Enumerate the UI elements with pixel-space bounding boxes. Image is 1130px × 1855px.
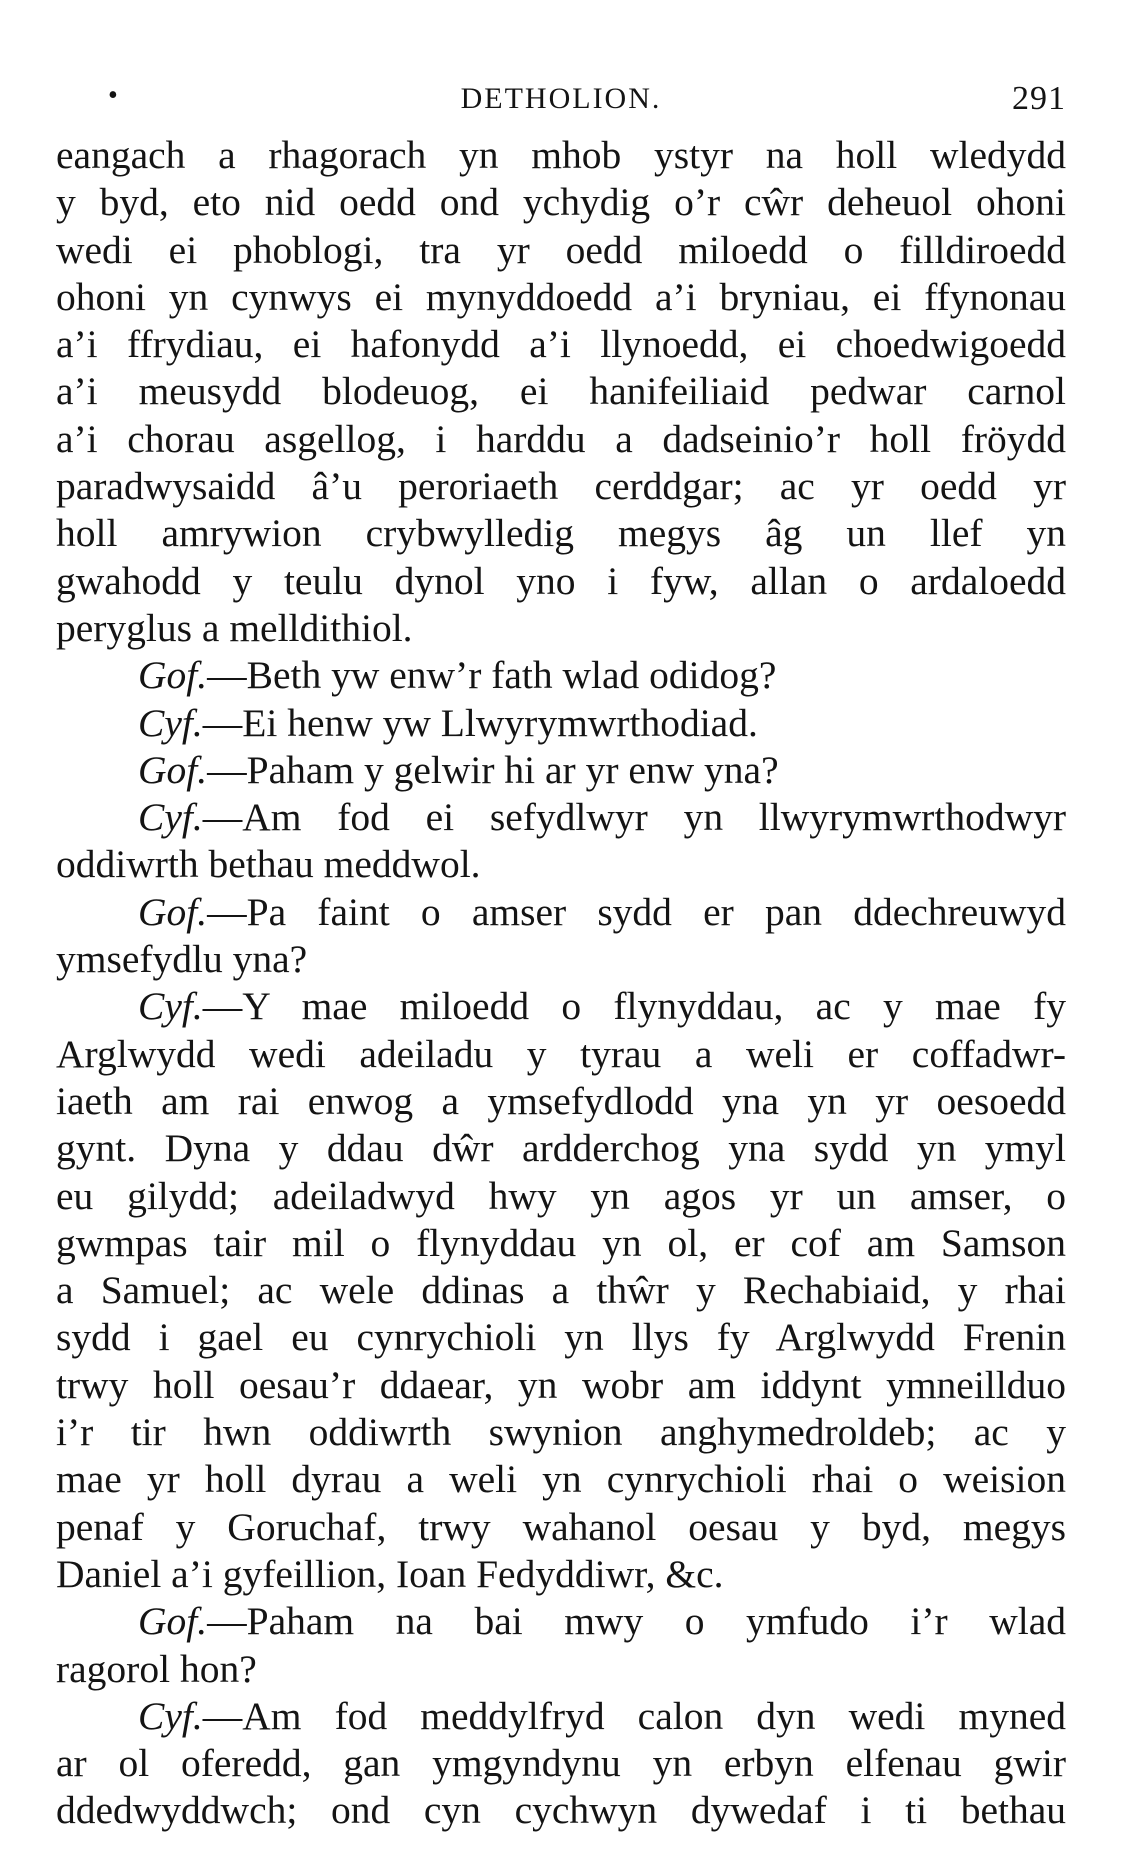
text-line <box>56 1362 1066 1409</box>
line-text: trwy holl oesau’r ddaear, yn wobr am iddynt ymneillduo <box>56 1362 1066 1407</box>
text-line <box>56 1173 1066 1220</box>
text-line <box>56 179 1066 226</box>
speaker-label: Gof. <box>138 1599 208 1644</box>
text-line <box>56 700 1066 747</box>
line-text: —Paham na bai mwy o ymfudo i’r wlad <box>207 1599 1066 1644</box>
text-line <box>56 1504 1066 1551</box>
speaker-label: Cyf. <box>138 1693 203 1738</box>
line-text: —Paham y gelwir hi ar yr enw yna? <box>207 747 779 792</box>
line-text: oddiwrth bethau meddwol. <box>56 842 481 887</box>
text-line <box>56 1740 1066 1787</box>
page-number: 291 <box>1012 80 1066 117</box>
line-text: eu gilydd; adeiladwyd hwy yn agos yr un amser, o <box>56 1173 1066 1218</box>
text-line <box>56 1220 1066 1267</box>
line-text: iaeth am rai enwog a ymsefydlodd yna yn yr oesoedd <box>56 1078 1066 1123</box>
line-text: gwmpas tair mil o flynyddau yn ol, er cof am Samson <box>56 1220 1066 1265</box>
line-text: ragorol hon? <box>56 1646 257 1691</box>
line-text: eangach a rhagorach yn mhob ystyr na holl wledydd <box>56 133 1066 177</box>
text-line <box>56 747 1066 794</box>
text-line <box>56 1598 1066 1645</box>
line-text: ymsefydlu yna? <box>56 937 308 982</box>
text-line <box>56 1078 1066 1125</box>
text-line <box>56 463 1066 510</box>
line-text: a’i ffrydiau, ei hafonydd a’i llynoedd, ei choedwigoedd <box>56 322 1066 367</box>
text-line <box>56 1031 1066 1078</box>
line-text: —Ei henw yw Llwyrymwrthodiad. <box>202 700 758 745</box>
line-text: —Y mae miloedd o flynyddau, ac y mae fy <box>202 984 1066 1029</box>
text-line <box>56 1267 1066 1314</box>
line-text: —Am fod meddylfryd calon dyn wedi myned <box>202 1693 1066 1738</box>
line-text: ar ol oferedd, gan ymgyndynu yn erbyn elfenau gwir <box>56 1741 1066 1786</box>
text-line <box>56 1456 1066 1503</box>
book-page <box>56 72 1066 1835</box>
line-text: —Beth yw enw’r fath wlad odidog? <box>207 653 777 698</box>
text-line <box>56 274 1066 321</box>
line-text: wedi ei phoblogi, tra yr oedd miloedd o filldiroedd <box>56 227 1066 272</box>
text-line <box>56 1787 1066 1834</box>
line-text: —Pa faint o amser sydd er pan ddechreuwyd <box>207 889 1066 934</box>
text-line <box>56 558 1066 605</box>
line-text: penaf y Goruchaf, trwy wahanol oesau y byd, megys <box>56 1504 1066 1549</box>
text-line <box>56 1646 1066 1693</box>
text-line <box>56 841 1066 888</box>
line-text: a’i chorau asgellog, i harddu a dadseinio’r holl fröydd <box>56 416 1066 461</box>
text-line <box>56 1125 1066 1172</box>
text-line <box>56 510 1066 557</box>
line-text: Arglwydd wedi adeiladu y tyrau a weli er coffadwr- <box>56 1031 1066 1076</box>
text-line <box>56 321 1066 368</box>
text-line <box>56 368 1066 415</box>
line-text: gwahodd y teulu dynol yno i fyw, allan o ardaloedd <box>56 558 1066 603</box>
text-line <box>56 416 1066 463</box>
text-line <box>56 605 1066 652</box>
text-line <box>56 889 1066 936</box>
text-line <box>56 983 1066 1030</box>
text-line <box>56 132 1066 179</box>
text-line <box>56 1551 1066 1598</box>
line-text: mae yr holl dyrau a weli yn cynrychioli rhai o weision <box>56 1457 1066 1502</box>
speaker-label: Cyf. <box>138 700 203 745</box>
text-line <box>56 794 1066 841</box>
line-text: —Am fod ei sefydlwyr yn llwyrymwrthodwyr <box>202 795 1066 840</box>
line-text: paradwysaidd â’u peroriaeth cerddgar; ac yr oedd yr <box>56 464 1066 509</box>
speaker-label: Gof. <box>138 889 208 934</box>
line-text: ohoni yn cynwys ei mynyddoedd a’i bryniau, ei ffynonau <box>56 274 1066 319</box>
line-text: Daniel a’i gyfeillion, Ioan Fedyddiwr, &c. <box>56 1551 724 1596</box>
line-text: i’r tir hwn oddiwrth swynion anghymedroldeb; ac y <box>56 1410 1066 1455</box>
line-text: gynt. Dyna y ddau dŵr ardderchog yna sydd yn ymyl <box>56 1126 1066 1171</box>
text-line <box>56 1314 1066 1361</box>
line-text: a’i meusydd blodeuog, ei hanifeiliaid pedwar carnol <box>56 369 1066 414</box>
line-text: y byd, eto nid oedd ond ychydig o’r cŵr deheuol ohoni <box>56 180 1066 225</box>
running-header <box>56 72 1066 132</box>
text-line <box>56 936 1066 983</box>
header-mark: • <box>108 80 120 111</box>
line-text: holl amrywion crybwylledig megys âg un llef yn <box>56 511 1066 556</box>
speaker-label: Gof. <box>138 653 208 698</box>
text-line <box>56 1409 1066 1456</box>
line-text: ddedwyddwch; ond cyn cychwyn dywedaf i ti bethau <box>56 1788 1066 1833</box>
text-line <box>56 1693 1066 1740</box>
running-title: DETHOLION. <box>460 82 662 115</box>
line-text: a Samuel; ac wele ddinas a thŵr y Rechabiaid, y rhai <box>56 1268 1066 1313</box>
text-line <box>56 652 1066 699</box>
speaker-label: Cyf. <box>138 984 203 1029</box>
speaker-label: Cyf. <box>138 795 203 840</box>
text-line <box>56 227 1066 274</box>
speaker-label: Gof. <box>138 747 208 792</box>
line-text: sydd i gael eu cynrychioli yn llys fy Arglwydd Frenin <box>56 1315 1066 1360</box>
page-body-text <box>56 132 1066 1835</box>
line-text: peryglus a melldithiol. <box>56 605 413 650</box>
